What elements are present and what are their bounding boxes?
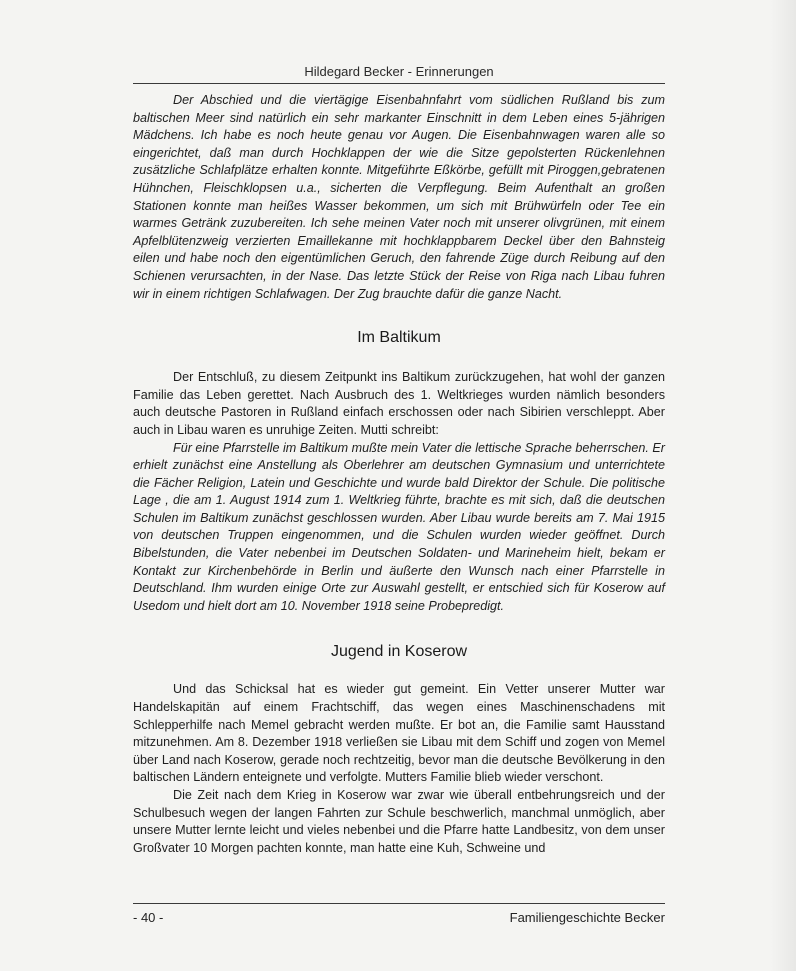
baltikum-quote: Für eine Pfarrstelle im Baltikum mußte mein Vater die lettische Sprache beherrschen. Er erhielt zunächst eine Anstellung als Oberlehrer am deutschen Gymnasium und unterrichtete die Fächer Religion, Latein und Geschichte und wurde bald Direktor der Schule. Die politische Lage , die am 1. August 1914 zum 1. Weltkrieg führte, brachte es mit sich, daß die deutschen Schulen im Baltikum zunächst geschlossen wurden. Aber Libau wurde bereits am 7. Mai 1915 von deutschen Truppen eingenommen, und die Schulen wurden wieder geöffnet. Durch Bibelstunden, die Vater nebenbei im Deutschen Soldaten- und Marineheim hielt, bekam er Kontakt zur Kirchenbehörde in Berlin und äußerte den Wunsch nach einer Pfarrstelle in Deutschland. Ihm wurden einige Orte zur Auswahl gestellt, er entschied sich für Koserow auf Usedom und hielt dort am 10. November 1918 seine Probepredigt. xyxy=(133,440,665,613)
section-heading-koserow: Jugend in Koserow xyxy=(330,643,468,661)
koserow-paragraph-1: Und das Schicksal hat es wieder gut gemeint. Ein Vetter unserer Mutter war Handelskapitän auf einem Frachtschiff, das wegen eines Maschinenschadens mit Schlepperhilfe nach Memel gebracht werden mußte. Er bot an, die Familie samt Hausstand mitzunehmen. Am 8. Dezember 1918 verließen sie Libau mit dem Schiff und zogen von Memel über Land nach Koserow, gerade noch rechtzeitig, bevor man die deutsche Bevölkerung in den baltischen Ländern enteignete und verfolgte. Mutters Familie blieb wieder verschont. xyxy=(133,682,665,785)
section-heading-baltikum: Im Baltikum xyxy=(357,329,441,347)
header-rule xyxy=(133,83,665,84)
footer-book-title: Familiengeschichte Becker xyxy=(509,910,665,925)
page-body xyxy=(133,92,665,857)
intro-paragraph: Der Abschied und die viertägige Eisenbahnfahrt vom südlichen Rußland bis zum baltischen Meer sind natürlich ein sehr markanter Einschnitt in dem Leben eines 5-jährigen Mädchens. Ich habe es noch heute genau vor Augen. Die Eisenbahnwagen waren alle so eingerichtet, daß man durch Hochklappen der wie die Sitze gepolsterten Rückenlehnen zusätzliche Schlafplätze erhalten konnte. Mitgeführte Eßkörbe, gefüllt mit Piroggen,gebratenen Hühnchen, Fleischklopsen u.a., sicherten die Verpflegung. Beim Aufenthalt an großen Stationen konnte man heißes Wasser bekommen, um sich mit Brühwürfeln oder Tee ein warmes Getränk zuzubereiten. Ich sehe meinen Vater noch mit unserer olivgrünen, mit einem Apfelblütenzweig verzierten Emaillekanne mit hochklappbarem Deckel über den Bahnsteig eilen und habe noch den eigentümlichen Geruch, den fahrende Züge durch Reibung auf den Schienen verursachten, in der Nase. Das letzte Stück der Reise von Riga nach Libau fuhren wir in einem richtigen Schlafwagen. Der Zug brauchte dafür die ganze Nacht. xyxy=(133,93,665,301)
page-number: - 40 - xyxy=(133,910,164,925)
baltikum-paragraph: Der Entschluß, zu diesem Zeitpunkt ins Baltikum zurückzugehen, hat wohl der ganzen Familie das Leben gerettet. Nach Ausbruch des 1. Weltkrieges wurden nämlich besonders auch deutsche Pastoren in Rußland einfach erschossen oder nach Sibirien verschleppt. Aber auch in Libau waren es unruhige Zeiten. Mutti schreibt: xyxy=(133,370,665,437)
footer-rule xyxy=(133,903,665,904)
running-header: Hildegard Becker - Erinnerungen xyxy=(304,64,494,79)
koserow-paragraph-2: Die Zeit nach dem Krieg in Koserow war zwar wie überall entbehrungsreich und der Schulbesuch wegen der langen Fahrten zur Schule beschwerlich, manchmal unmöglich, aber unsere Mutter lernte leicht und vieles nebenbei und die Pfarre hatte Landbesitz, von dem unser Großvater 10 Morgen pachten konnte, man hatte eine Kuh, Schweine und xyxy=(133,788,665,855)
page-edge-shadow xyxy=(770,0,796,971)
